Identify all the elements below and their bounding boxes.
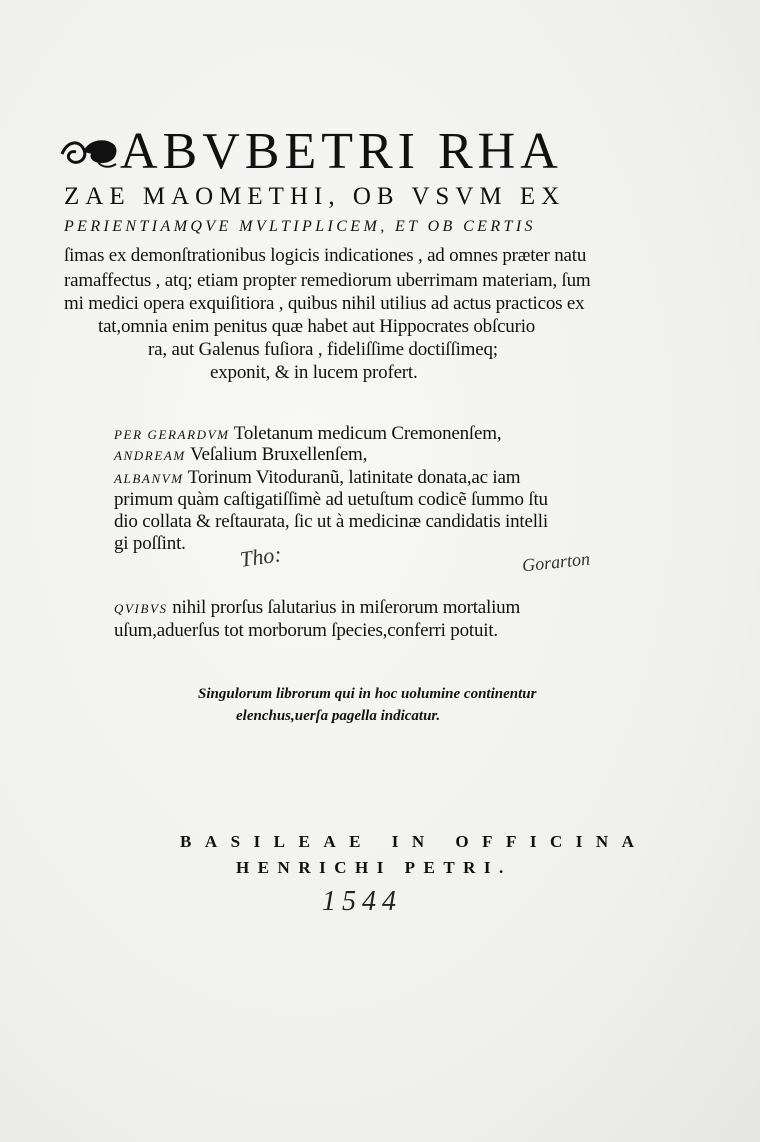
translator-line-2 bbox=[114, 444, 367, 466]
fleuron-ornament-icon bbox=[58, 132, 120, 172]
description-line-5: ra, aut Galenus fuſiora , fideliſſime doctiſſimeq; bbox=[148, 339, 498, 360]
description-line-6: exponit, & in lucem profert. bbox=[210, 362, 418, 383]
imprint-line-2: HENRICHI PETRI. bbox=[236, 858, 512, 877]
title-line-2: ZAE MAOMETHI, OB VSVM EX bbox=[64, 183, 566, 210]
description-line-1: ſimas ex demonſtrationibus logicis indicationes , ad omnes præter natu bbox=[64, 245, 587, 266]
quibus-line-2: uſum,aduerſus tot morborum ſpecies,conferri potuit. bbox=[114, 620, 498, 641]
quibus-line-1 bbox=[114, 597, 520, 619]
title-line-1 bbox=[58, 122, 563, 181]
elenchus-line-2: elenchus,uerſa pagella indicatur. bbox=[236, 708, 441, 724]
description-line-2: ramaffectus , atq; etiam propter remediorum uberrimam materiam, ſum bbox=[64, 270, 591, 291]
translator-text-3: Torinum Vitoduranũ, latinitate donata,ac iam bbox=[183, 467, 521, 488]
description-line-3: mi medici opera exquiſitiora , quibus nihil utilius ad actus practicos ex bbox=[64, 293, 585, 314]
handwritten-mark-1: Tho: bbox=[238, 541, 284, 572]
translator-line-6: gi poſſint. bbox=[114, 533, 186, 554]
description-line-4: tat,omnia enim penitus quæ habet aut Hippocrates obſcurio bbox=[98, 316, 536, 337]
translator-line-5: dio collata & reſtaurata, ſic ut à medicinæ candidatis intelli bbox=[114, 511, 548, 532]
quibus-text-1: nihil prorſus ſalutarius in miſerorum mortalium bbox=[167, 597, 521, 618]
translator-line-1 bbox=[114, 423, 501, 445]
translator-name-1: PER GERARDVM bbox=[114, 427, 230, 442]
elenchus-line-1: Singulorum librorum qui in hoc uolumine continentur bbox=[198, 686, 537, 702]
translator-name-3: ALBANVM bbox=[114, 471, 184, 486]
translator-name-2: ANDREAM bbox=[114, 448, 186, 463]
handwritten-mark-2: Gorarton bbox=[521, 548, 591, 576]
handwritten-year: 1544 bbox=[322, 886, 402, 917]
translator-line-4: primum quàm caſtigatiſſimè ad uetuſtum codicẽ ſummo ſtu bbox=[114, 489, 548, 510]
translator-text-1: Toletanum medicum Cremonenſem, bbox=[229, 423, 502, 444]
translator-line-3 bbox=[114, 467, 520, 489]
translator-text-2: Veſalium Bruxellenſem, bbox=[185, 444, 368, 465]
imprint-line-1: BASILEAE IN OFFICINA bbox=[180, 832, 648, 851]
title-line-3: PERIENTIAMQVE MVLTIPLICEM, ET OB CERTIS bbox=[64, 218, 536, 235]
quibus-lead: QVIBVS bbox=[114, 601, 168, 616]
title-text-1: ABVBETRI RHA bbox=[120, 123, 563, 180]
